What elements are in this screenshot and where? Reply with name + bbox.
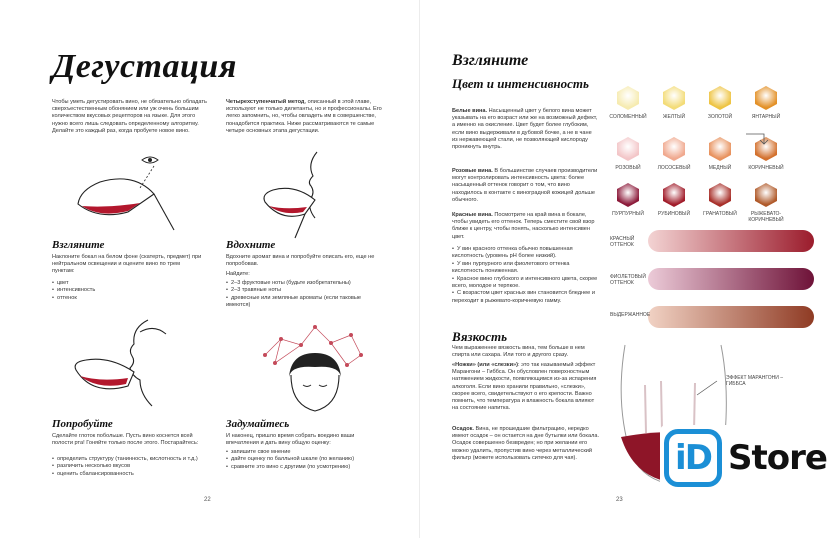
swatch-label: ЖЕЛТЫЙ [662, 114, 686, 120]
thinking-head-illustration [255, 325, 375, 415]
color-intensity-heading: Цвет и интенсивность [452, 76, 589, 91]
legs-paragraph: «Ножки» (или «слезки»): это так называемый эффект Марангони – Гиббса. Он обусловлен поверхностным натяжением жидкости, появляющимся из-за испарения алкоголя. Если вино хранили правильно, «слезки», скорее всего, свидетельствуют о его крепости. Важно помнить, что температура и влажность бокала влияют на состояние напитка. [452, 362, 597, 412]
page-title: Дегустация [52, 48, 237, 85]
smell-heading: Вдохните [226, 239, 276, 251]
hue-band [648, 230, 814, 252]
list-item: • 2–3 травяные ноты [226, 287, 376, 294]
list-item: • цвет [52, 280, 95, 287]
list-item: • дайте оценку по балльной шкале (по желанию) [226, 456, 396, 463]
idstore-badge: iD [664, 429, 722, 487]
taste-text: Сделайте глоток побольше. Пусть вино коснется всей полости рта! Гоняйте только после этого. Постарайтесь: [52, 433, 199, 447]
swatch-label: ПУРПУРНЫЙ [612, 211, 644, 217]
page-number: 23 [616, 497, 623, 503]
smell-text: Вдохните аромат вина и попробуйте описать его, еще не попробовав. [226, 254, 375, 268]
swatch-label: КОРИЧНЕВЫЙ [748, 165, 784, 171]
hue-band-label: ФИОЛЕТОВЫЙ ОТТЕНОК [610, 274, 646, 286]
method-paragraph: Четырехступенчатый метод, описанный в этой главе, используют не только дилетанты, но и профессионалы. Его легко запомнить, но, чтобы овладеть им в совершенстве, понадобится практика. Ниже рассматриваются те самые четыре основных этапа дегустации. [226, 99, 382, 134]
list-item: • оценить сбалансированность [52, 471, 212, 478]
red-wine-paragraph: Красные вина. Посмотрите на край вина в бокале, чтобы увидеть его оттенок. Теперь сместите свой взор ближе к центру, чтобы понять, насколько интенсивен цвет. [452, 212, 595, 240]
hue-band-label: КРАСНЫЙ ОТТЕНОК [610, 236, 635, 248]
list-item: • различить несколько вкусов [52, 463, 212, 470]
swatch-label: ЗОЛОТОЙ [707, 114, 733, 120]
list-item: • 2–3 фруктовые ноты (будьте изобретательны) [226, 280, 376, 287]
hue-band-label: ВЫДЕРЖАННОЕ [610, 312, 651, 318]
swatch-label: СОЛОМЕННЫЙ [609, 114, 647, 120]
look-title: Взгляните [452, 52, 529, 69]
tasting-face-illustration [70, 320, 190, 410]
tilted-glass-illustration [70, 152, 190, 232]
think-list [226, 449, 396, 471]
list-item: • сравните это вино с другими (по усмотрению) [226, 464, 396, 471]
intro-paragraph: Чтобы уметь дегустировать вино, не обязательно обладать сверхъестественным обонянием или уж очень большим количеством вкусовых рецепторов на языке. Для этого нужно всего лишь следовать определенному алгоритму. Делайте это каждый раз, когда пробуете новое вино. [52, 99, 207, 134]
list-item: • С возрастом цвет красных вин становится бледнее и переходит в рыжевато-коричневую гамму. [452, 290, 598, 305]
hue-band [648, 268, 814, 290]
swatch-label: РОЗОВЫЙ [615, 165, 641, 171]
rose-wine-paragraph: Розовые вина. В большинстве случаев производители могут контролировать интенсивность цвета: более насыщенный оттенок говорит о том, что вино находилось в контакте с виноградной кожицей дольше обычного. [452, 168, 598, 203]
smell-list [226, 280, 376, 310]
list-item: • запишите свое мнение [226, 449, 396, 456]
list-item: • определить структуру (танинность, кислотность и т.д.) [52, 456, 212, 463]
list-item: • Красное вино глубокого и интенсивного цвета, скорее всего, молодое и терпкое. [452, 276, 598, 291]
look-heading: Взгляните [52, 239, 105, 251]
swatch-label: МЕДНЫЙ [708, 165, 732, 171]
idstore-wordmark: Store [728, 438, 827, 478]
look-list [52, 280, 95, 302]
white-wine-paragraph: Белые вина. Насыщенный цвет у белого вина может указывать на его возраст или же на возможный дефект, а именно на окисление. Цвет будет более глубоким, если вино выдерживали в дубовой бочке, а не в чане из нержавеющей стали, не позволяющей кислороду проникнуть внутрь. [452, 108, 598, 151]
taste-heading: Попробуйте [52, 418, 113, 430]
think-heading: Задумайтесь [226, 418, 290, 430]
red-wine-list [452, 246, 598, 305]
list-item: • интенсивность [52, 287, 95, 294]
list-item: • У вин пурпурного или фиолетового оттенка кислотность пониженная. [452, 261, 598, 276]
swatch-label: РУБИНОВЫЙ [657, 211, 691, 217]
marangoni-label: ЭФФЕКТ МАРАНГОНИ – ГИББСА [726, 375, 784, 387]
swatch-label: ЛОСОСЕВЫЙ [657, 165, 691, 171]
list-item: • древесные или земляные ароматы (если таковые имеются) [226, 295, 376, 310]
arrow-icon [744, 128, 774, 148]
list-item: • оттенок [52, 295, 95, 302]
swatch-label: ГРАНАТОВЫЙ [703, 211, 737, 217]
swatch-label: РЫЖЕВАТО-КОРИЧНЕВЫЙ [748, 211, 784, 223]
idstore-logo [660, 425, 832, 491]
taste-list [52, 456, 212, 478]
viscosity-heading: Вязкость [452, 329, 508, 344]
sediment-paragraph: Осадок. Вина, не прошедшие фильтрацию, нередко имеют осадок – он остается на дне бутылки или бокала. Осадок совершенно безвреден; но при желании его можно удалить, пропустив вино через металлический фильтр (можете использовать ситечко для чая). [452, 426, 600, 461]
page-number: 22 [204, 497, 211, 503]
viscosity-text: Чем выраженнее вязкость вина, тем больше в нем спирта или сахара. Или того и другого сразу. [452, 345, 585, 359]
sniffing-face-illustration [255, 152, 375, 232]
hue-band [648, 306, 814, 328]
eye-icon [142, 157, 158, 163]
look-text: Наклоните бокал на белом фоне (скатерть, предмет) при нейтральном освещении и оцените вино по трем пунктам: [52, 254, 202, 275]
smell-intro: Найдите: [226, 271, 250, 277]
list-item: • У вин красного оттенка обычно повышенная кислотность (уровень pH более низкий). [452, 246, 598, 261]
think-text: И наконец, пришло время собрать воедино ваши впечатления и дать вину общую оценку: [226, 433, 355, 447]
swatch-label: ЯНТАРНЫЙ [751, 114, 781, 120]
